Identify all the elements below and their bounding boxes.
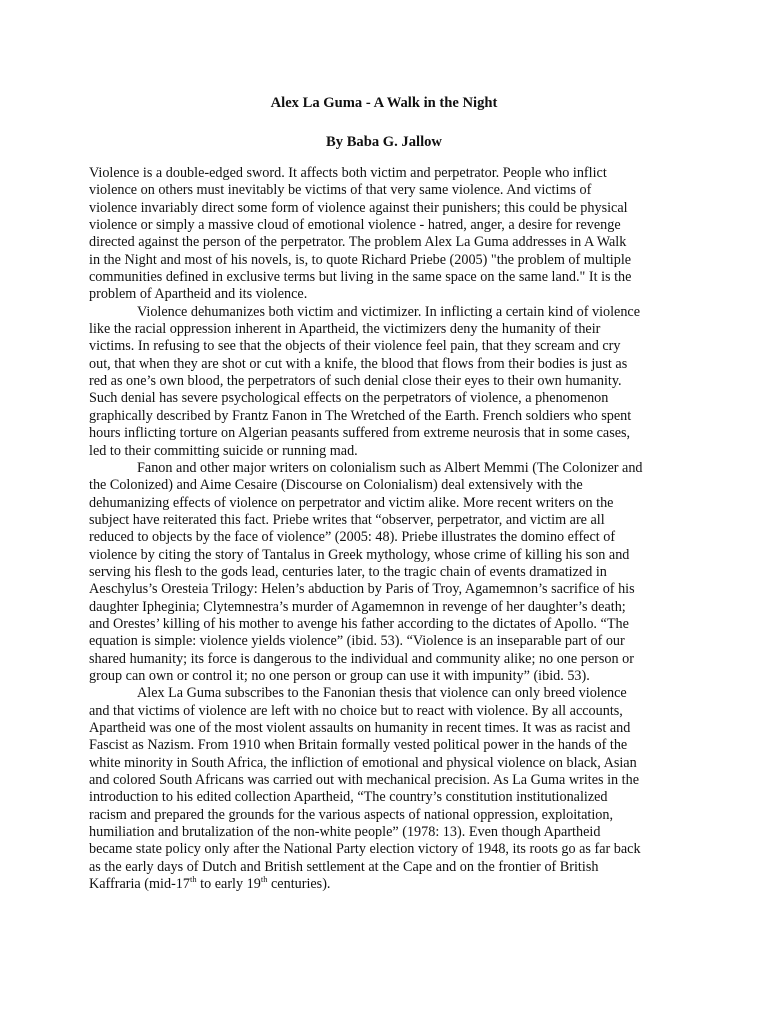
superscript-ordinal: th — [260, 874, 268, 885]
text-line: directed against the person of the perpetrator. The problem Alex La Guma addresses in A Walk — [89, 234, 627, 251]
text-line: red as one’s own blood, the perpetrators of such denial close their eyes to their own humanity. — [89, 373, 622, 390]
text-line: violence by citing the story of Tantalus in Greek mythology, whose crime of killing his son and — [89, 546, 630, 563]
text-line: graphically described by Frantz Fanon in The Wretched of the Earth. French soldiers who spent — [89, 407, 632, 424]
last-line-part: centuries). — [267, 876, 331, 893]
last-line-part: to early 19 — [196, 876, 261, 893]
text-line: as the early days of Dutch and British settlement at the Cape and on the frontier of British — [89, 858, 599, 875]
text-line: became state policy only after the National Party election victory of 1948, its roots go as far back — [89, 841, 641, 858]
text-line: racism and prepared the grounds for the various aspects of national oppression, exploitation, — [89, 806, 614, 823]
text-line: Fascist as Nazism. From 1910 when Britain formally vested political power in the hands of the — [89, 737, 628, 754]
text-line: in the Night and most of his novels, is, to quote Richard Priebe (2005) "the problem of multiple — [89, 251, 632, 268]
document-byline: By Baba G. Jallow — [326, 134, 442, 150]
text-line: subject have reiterated this fact. Priebe writes that “observer, perpetrator, and victim are all — [89, 511, 605, 528]
text-line: daughter Ipheginia; Clytemnestra’s murder of Agamemnon in revenge of her daughter’s death; — [89, 598, 626, 615]
text-line: out, that when they are shot or cut with a knife, the blood that flows from their bodies is just as — [89, 355, 628, 372]
last-text-line — [89, 876, 699, 893]
text-line: violence on others must inevitably be victims of that very same violence. And victims of — [89, 182, 592, 199]
text-line: equation is simple: violence yields violence” (ibid. 53). “Violence is an inseparable part of our — [89, 633, 625, 650]
text-line: communities defined in exclusive terms but living in the same space on the same land." It is the — [89, 269, 632, 286]
text-line: Apartheid was one of the most violent assaults on humanity in recent times. It was as racist and — [89, 720, 631, 736]
text-line: violence or simply a massive cloud of emotional violence - hatred, anger, a desire for revenge — [89, 217, 621, 234]
text-line: and that victims of violence are left with no choice but to react with violence. By all accounts, — [89, 702, 623, 719]
text-line: victims. In refusing to see that the objects of their violence feel pain, that they scream and cry — [89, 338, 621, 355]
paragraph-start-line: Violence dehumanizes both victim and victimizer. In inflicting a certain kind of violence — [137, 303, 641, 320]
text-line: white minority in South Africa, the infliction of emotional and physical violence on black, Asian — [89, 754, 637, 771]
paragraph-start-line: Fanon and other major writers on colonialism such as Albert Memmi (The Colonizer and — [137, 459, 643, 476]
last-line-part: Kaffraria (mid-17 — [89, 876, 190, 893]
text-line: serving his flesh to the gods lead, centuries later, to the tragic chain of events dramatized in — [89, 563, 607, 580]
text-line: led to their committing suicide or running mad. — [89, 442, 358, 459]
text-line: group can own or control it; no one person or group can use it with impunity” (ibid. 53). — [89, 667, 590, 684]
text-line: Aeschylus’s Oresteia Trilogy: Helen’s abduction by Paris of Troy, Agamemnon’s sacrifice of his — [89, 581, 635, 598]
text-line: problem of Apartheid and its violence. — [89, 286, 308, 303]
text-line: violence invariably direct some form of violence against their punishers; this could be physical — [89, 199, 628, 216]
text-line: reduced to objects by the face of violence” (2005: 48). Priebe illustrates the domino effect of — [89, 529, 616, 546]
text-line: humiliation and brutalization of the non-white people” (1978: 13). Even though Apartheid — [89, 824, 601, 841]
text-line: hours inflicting torture on Algerian peasants suffered from extreme neurosis that in some cases, — [89, 425, 631, 442]
text-line: introduction to his edited collection Apartheid, “The country’s constitution institutionalized — [89, 789, 608, 806]
text-line: shared humanity; its force is dangerous to the individual and community alike; no one person or — [89, 650, 634, 667]
document-title: Alex La Guma - A Walk in the Night — [270, 95, 498, 111]
text-line: Violence is a double-edged sword. It affects both victim and perpetrator. People who inflict — [89, 165, 607, 181]
text-line: dehumanizing effects of violence on perpetrator and victim alike. More recent writers on the — [89, 494, 614, 511]
document-body — [89, 165, 699, 893]
paragraph-start-line: Alex La Guma subscribes to the Fanonian thesis that violence can only breed violence — [137, 685, 627, 702]
text-line: Such denial has severe psychological effects on the perpetrators of violence, a phenomenon — [89, 390, 609, 407]
text-line: and Orestes’ killing of his mother to avenge his father according to the dictates of Apollo. “The — [89, 615, 629, 632]
text-line: and colored South Africans was carried out with mechanical precision. As La Guma writes in the — [89, 772, 639, 789]
text-line: the Colonized) and Aime Cesaire (Discourse on Colonialism) deal extensively with the — [89, 477, 583, 494]
text-line: like the racial oppression inherent in Apartheid, the victimizers deny the humanity of their — [89, 321, 601, 338]
superscript-ordinal: th — [189, 874, 197, 885]
